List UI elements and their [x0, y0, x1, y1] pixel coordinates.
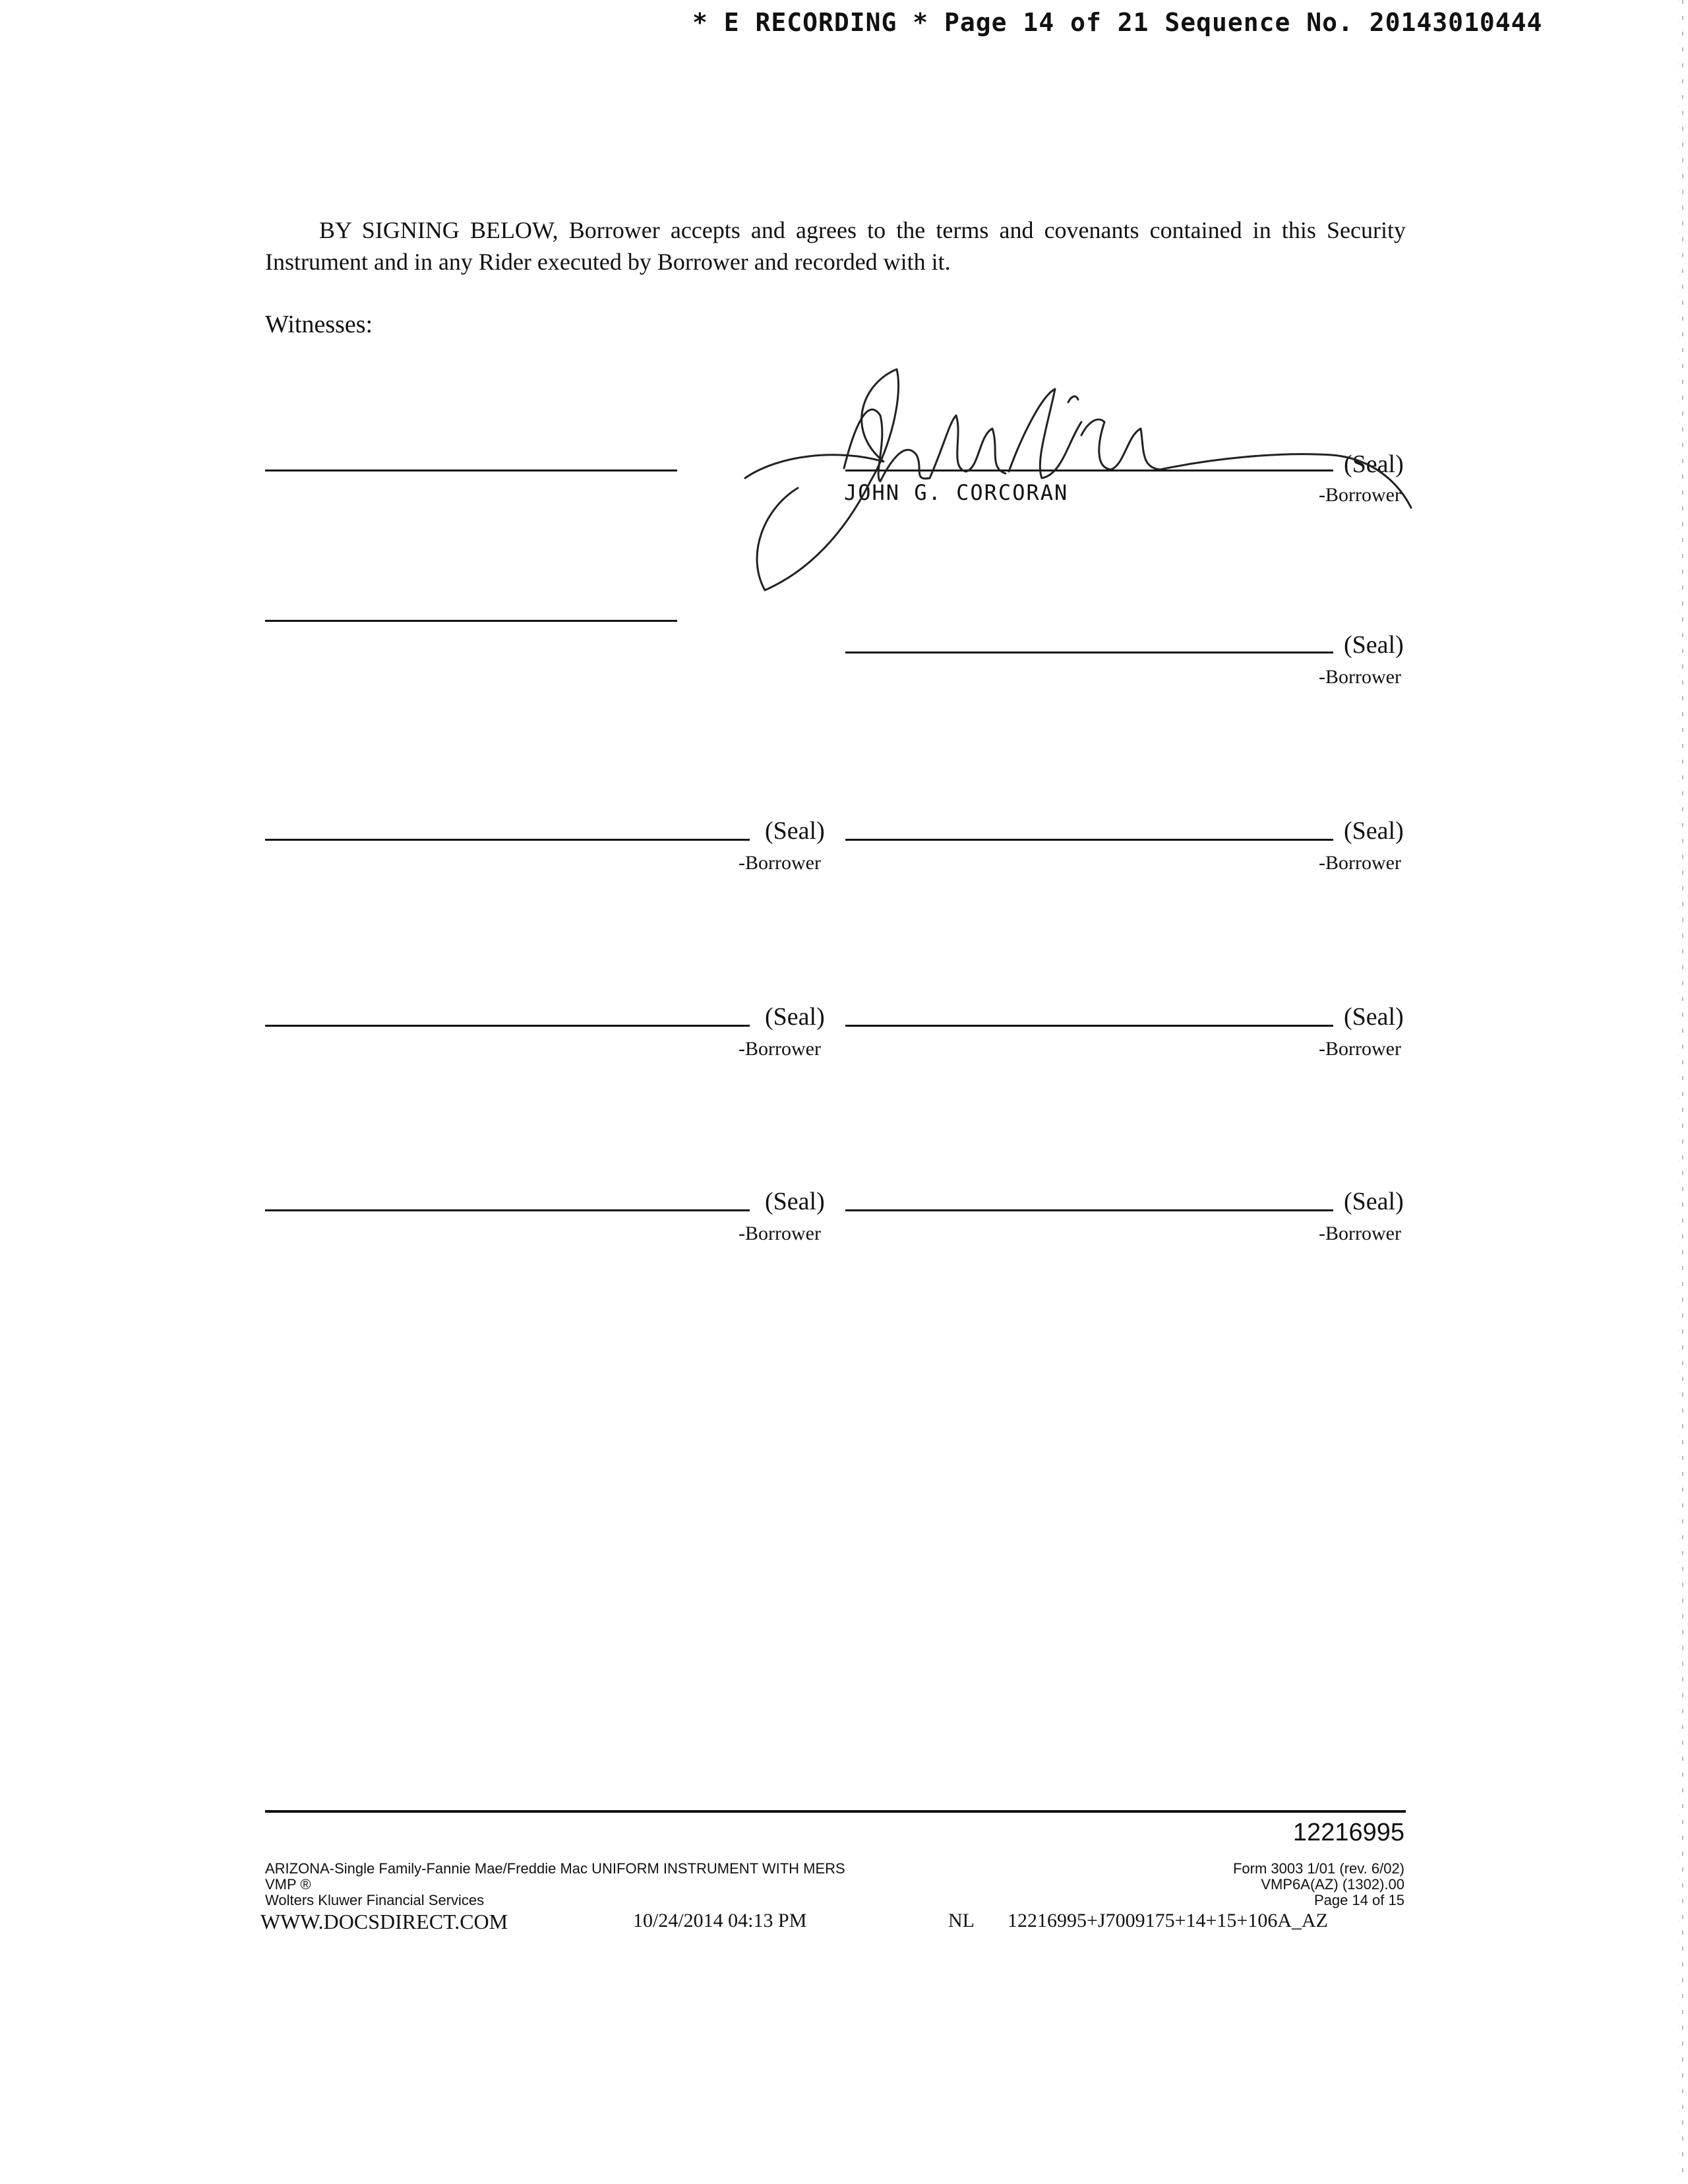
- witness-signature-line-1[interactable]: [265, 470, 677, 471]
- borrower-role-label: -Borrower: [738, 1038, 821, 1060]
- form-page-count: Page 14 of 15: [1313, 1892, 1404, 1908]
- borrower-role-label: -Borrower: [738, 1223, 821, 1244]
- preparer-initials: NL: [948, 1910, 975, 1931]
- borrower-role-label: -Borrower: [738, 852, 821, 874]
- borrower-role-label: -Borrower: [1319, 1223, 1401, 1244]
- docs-direct-website: WWW.DOCSDIRECT.COM: [260, 1910, 508, 1933]
- recording-header: * E RECORDING * Page 14 of 21 Sequence No. 20143010444: [692, 8, 1543, 37]
- borrower-role-label: -Borrower: [1319, 1038, 1401, 1060]
- seal-label: (Seal): [765, 817, 825, 845]
- document-tracking-code: 12216995+J7009175+14+15+106A_AZ: [1008, 1910, 1329, 1931]
- signing-statement-body: Borrower accepts and agrees to the terms and covenants contained in this Security Instrument and in any Rider executed by Borrower and recorded with it.: [265, 217, 1406, 275]
- seal-label: (Seal): [1344, 450, 1404, 478]
- borrower-signature-line-8[interactable]: [845, 1209, 1333, 1211]
- borrower-role-label: -Borrower: [1319, 666, 1401, 688]
- borrower-signature-line-3[interactable]: [265, 839, 750, 841]
- vmp-mark: VMP ®: [265, 1876, 311, 1893]
- borrower-signature-line-6[interactable]: [845, 1025, 1333, 1027]
- signing-statement-lead: BY SIGNING BELOW,: [319, 217, 558, 243]
- borrower-signature-line-4[interactable]: [845, 839, 1333, 841]
- borrower-role-label: -Borrower: [1319, 852, 1401, 874]
- borrower-signature-line-2[interactable]: [845, 652, 1333, 653]
- publisher-name: Wolters Kluwer Financial Services: [265, 1892, 485, 1908]
- signer-printed-name: JOHN G. CORCORAN: [844, 480, 1069, 505]
- seal-label: (Seal): [1344, 631, 1404, 659]
- seal-label: (Seal): [1344, 1188, 1404, 1215]
- form-identity-block: [265, 1861, 845, 1908]
- form-number-block: [1134, 1861, 1404, 1908]
- scan-edge-marks: [1659, 0, 1688, 2184]
- witnesses-label: Witnesses:: [265, 311, 373, 338]
- signing-statement: [265, 214, 1406, 278]
- form-code: VMP6A(AZ) (1302).00: [1261, 1876, 1404, 1893]
- borrower-signature-line-7[interactable]: [265, 1209, 750, 1211]
- witness-signature-line-2[interactable]: [265, 620, 677, 622]
- form-number: Form 3003 1/01 (rev. 6/02): [1232, 1860, 1404, 1877]
- loan-number: 12216995: [1292, 1819, 1404, 1846]
- seal-label: (Seal): [1344, 817, 1404, 845]
- borrower-role-label: -Borrower: [1319, 484, 1401, 506]
- seal-label: (Seal): [765, 1003, 825, 1031]
- handwritten-signature: [738, 356, 1418, 607]
- borrower-signature-line-5[interactable]: [265, 1025, 750, 1027]
- seal-label: (Seal): [765, 1188, 825, 1215]
- seal-label: (Seal): [1344, 1003, 1404, 1031]
- form-title: ARIZONA-Single Family-Fannie Mae/Freddie Mac UNIFORM INSTRUMENT WITH MERS: [265, 1860, 845, 1877]
- print-datetime: 10/24/2014 04:13 PM: [633, 1910, 807, 1931]
- footer-rule: [265, 1810, 1406, 1813]
